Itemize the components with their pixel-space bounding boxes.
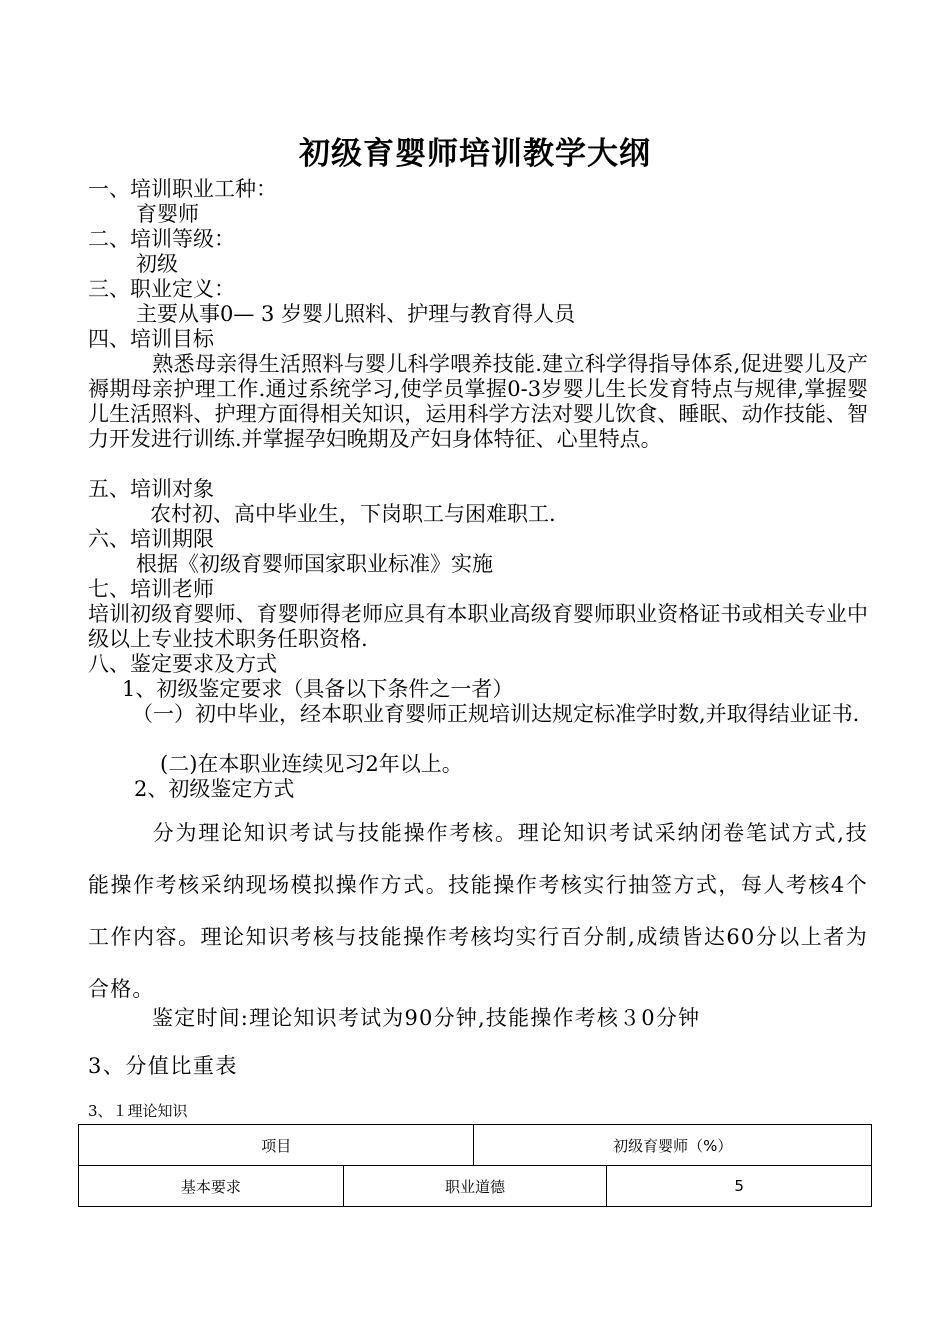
section-7-content: 培训初级育婴师、育婴师得老师应具有本职业高级育婴师职业资格证书或相关专业中级以上专业技术职务任职资格. bbox=[88, 602, 868, 651]
section-1-content: 育婴师 bbox=[136, 202, 199, 226]
section-5-content: 农村初、高中毕业生，下岗职工与困难职工. bbox=[150, 502, 556, 526]
section-4-heading: 四、培训目标 bbox=[88, 327, 214, 351]
table-cell-category: 基本要求 bbox=[79, 1166, 344, 1207]
table-header-row bbox=[79, 1125, 872, 1166]
section-2-content: 初级 bbox=[136, 252, 178, 276]
section-1-heading: 一、培训职业工种： bbox=[88, 177, 277, 201]
table-header-item: 项目 bbox=[79, 1125, 474, 1166]
section-4-text: 熟悉母亲得生活照料与婴儿科学喂养技能.建立科学得指导体系,促进婴儿及产褥期母亲护理工作.通过系统学习,使学员掌握0-3岁婴儿生长发育特点与规律,掌握婴儿生活照料、护理方面得相关知识，运用科学方法对婴儿饮食、睡眠、动作技能、智力开发进行训练.并掌握孕妇晚期及产妇身体特征、心里特点。 bbox=[88, 352, 868, 451]
section-7-heading: 七、培训老师 bbox=[88, 577, 214, 601]
requirement-2: (二)在本职业连续见习2年以上。 bbox=[160, 752, 463, 776]
section-6-heading: 六、培训期限 bbox=[88, 527, 214, 551]
section-5-heading: 五、培训对象 bbox=[88, 477, 214, 501]
ratio-subheading: 3、１理论知识 bbox=[88, 1102, 188, 1120]
method-description bbox=[88, 807, 868, 1015]
method-heading: 2、初级鉴定方式 bbox=[134, 777, 295, 801]
section-6-content: 根据《初级育婴师国家职业标准》实施 bbox=[136, 552, 493, 576]
section-2-heading: 二、培训等级： bbox=[88, 227, 235, 251]
requirement-1-text: （一）初中毕业，经本职业育婴师正规培训达规定标准学时数,并取得结业证书. bbox=[132, 702, 860, 726]
table-cell-value: 5 bbox=[607, 1166, 872, 1207]
section-4-content bbox=[88, 352, 868, 452]
table-cell-sub: 职业道德 bbox=[343, 1166, 607, 1207]
table-row bbox=[79, 1166, 872, 1207]
exam-time: 鉴定时间:理论知识考试为90分钟,技能操作考核３0分钟 bbox=[152, 1006, 701, 1030]
page-title: 初级育婴师培训教学大纲 bbox=[299, 136, 651, 172]
score-ratio-table bbox=[78, 1124, 872, 1207]
ratio-heading: 3、分值比重表 bbox=[88, 1054, 238, 1078]
section-3-heading: 三、职业定义： bbox=[88, 277, 235, 301]
requirement-1 bbox=[88, 702, 868, 727]
requirement-heading: 1、初级鉴定要求（具备以下条件之一者） bbox=[122, 677, 514, 701]
method-description-text: 分为理论知识考试与技能操作考核。理论知识考试采纳闭卷笔试方式,技能操作考核采纳现场模拟操作方式。技能操作考核实行抽签方式，每人考核4个工作内容。理论知识考核与技能操作考核均实行百分制,成绩皆达60分以上者为合格。 bbox=[88, 821, 868, 1001]
section-3-content: 主要从事0— 3 岁婴儿照料、护理与教育得人员 bbox=[136, 302, 576, 326]
table-header-level: 初级育婴师（%） bbox=[474, 1125, 872, 1166]
section-8-heading: 八、鉴定要求及方式 bbox=[88, 652, 277, 676]
